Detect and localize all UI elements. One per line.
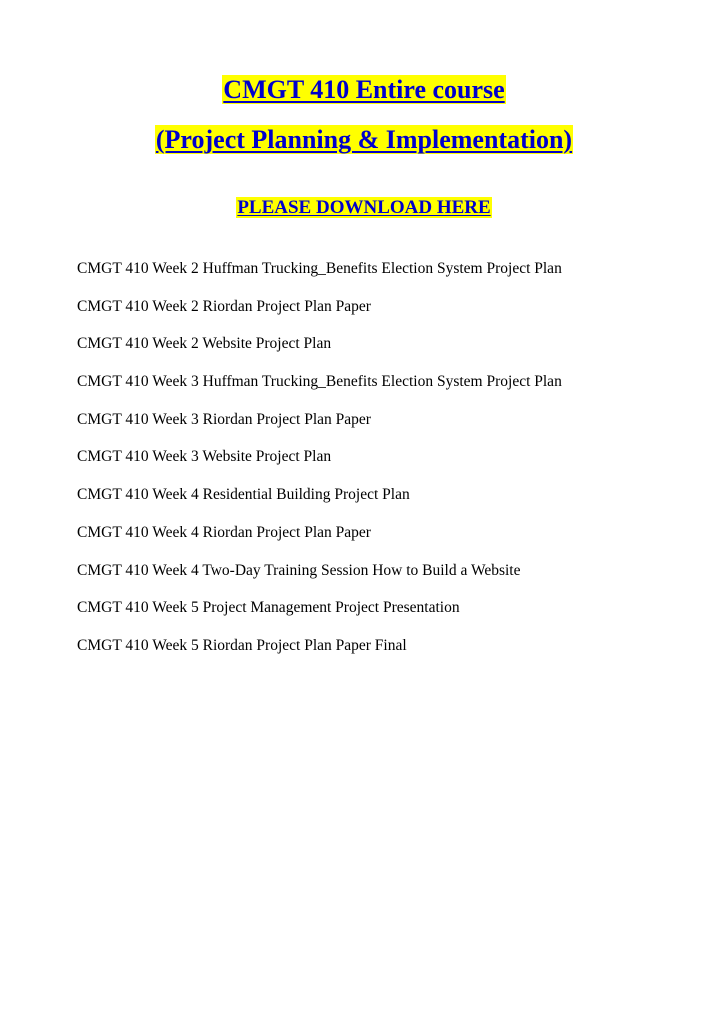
course-item: CMGT 410 Week 5 Riordan Project Plan Paper Final [77,636,407,654]
course-subtitle: (Project Planning & Implementation) [155,125,573,154]
download-link[interactable]: PLEASE DOWNLOAD HERE [237,197,491,218]
course-item-list [77,258,562,673]
course-item: CMGT 410 Week 3 Website Project Plan [77,448,332,466]
course-item: CMGT 410 Week 4 Two-Day Training Session How to Build a Website [77,561,521,579]
course-item: CMGT 410 Week 3 Huffman Trucking_Benefits Election System Project Plan [77,373,562,391]
course-item: CMGT 410 Week 2 Huffman Trucking_Benefits Election System Project Plan [77,260,562,277]
course-title: CMGT 410 Entire course [223,75,505,104]
title-line-2 [0,125,728,155]
course-item: CMGT 410 Week 4 Residential Building Project Plan [77,486,410,504]
course-item: CMGT 410 Week 2 Website Project Plan [77,335,332,353]
course-item: CMGT 410 Week 5 Project Management Project Presentation [77,599,460,617]
course-item: CMGT 410 Week 4 Riordan Project Plan Paper [77,523,371,541]
title-line-1 [0,75,728,105]
course-item: CMGT 410 Week 3 Riordan Project Plan Paper [77,410,371,428]
download-link-container [0,196,728,220]
course-item: CMGT 410 Week 2 Riordan Project Plan Paper [77,297,371,315]
